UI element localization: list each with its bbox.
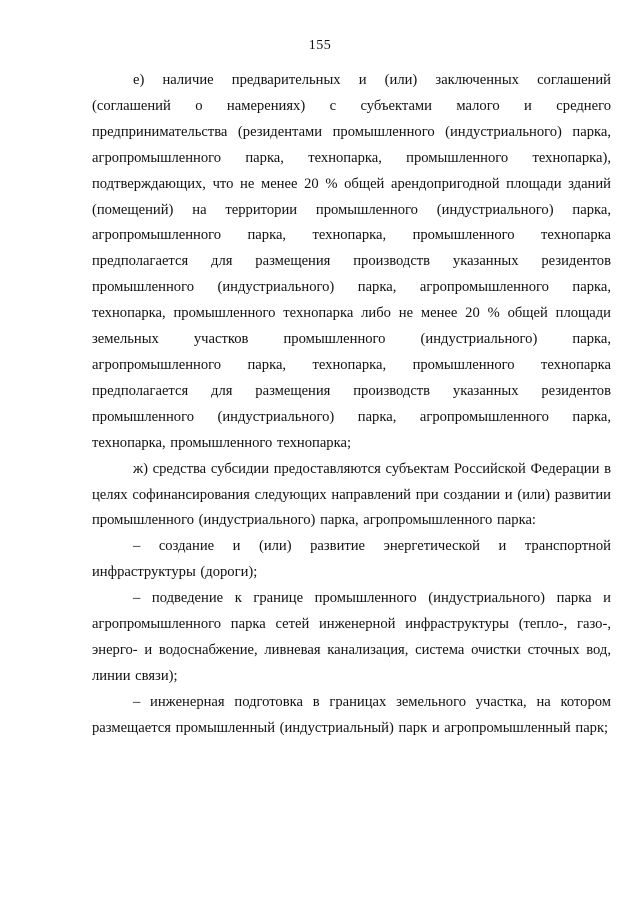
list-item-utility-networks: – подведение к границе промышленного (индустриального) парка и агропромышленного парка сетей инженерной инфраструктуры (тепло-, газо-, энерго- и водоснабжение, ливневая канализация, система очистки сточных вод, линии связи);	[92, 590, 611, 684]
paragraph-e: е) наличие предварительных и (или) заключенных соглашений (соглашений о намерениях) с субъектами малого и среднего предпринимательства (резидентами промышленного (индустриального) парка, агропромышленного парка, технопарка, промышленного технопарка), подтверждающих, что не менее 20 % общей арендопригодной площади зданий (помещений) на территории промышленного (индустриального) парка, агропромышленного парка, технопарка, промышленного технопарка предполагается для размещения производств указанных резидентов промышленного (индустриального) парка, агропромышленного парка, технопарка, промышленного технопарка либо не менее 20 % общей площади земельных участков промышленного (индустриального) парка, агропромышленного парка, технопарка, промышленного технопарка предполагается для размещения производств указанных резидентов промышленного (индустриального) парка, агропромышленного парка, технопарка, промышленного технопарка;	[92, 72, 611, 451]
page-number: 155	[308, 38, 332, 53]
list-item-engineering-preparation: – инженерная подготовка в границах земельного участка, на котором размещается промышленный (индустриальный) парк и агропромышленный парк;	[92, 693, 611, 736]
list-item-infrastructure: – создание и (или) развитие энергетической и транспортной инфраструктуры (дороги);	[92, 538, 611, 581]
document-body	[92, 68, 611, 742]
paragraph-zh: ж) средства субсидии предоставляются субъектам Российской Федерации в целях софинансирования следующих направлений при создании и (или) развитии промышленного (индустриального) парка, агропромышленного парка:	[92, 460, 611, 529]
